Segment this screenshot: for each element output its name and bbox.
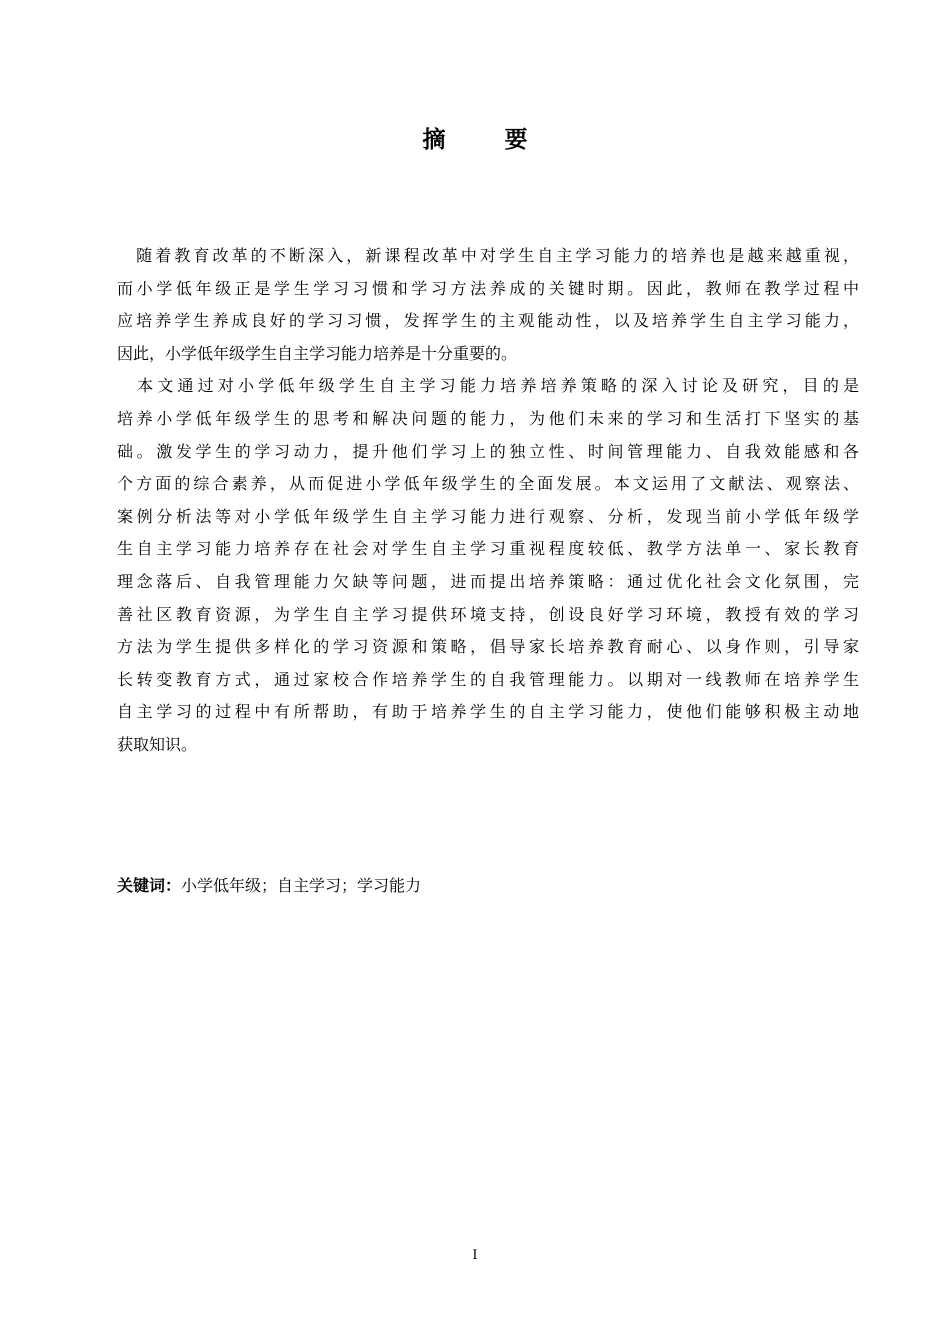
text-line: 个方面的综合素养，从而促进小学低年级学生的全面发展。本文运用了文献法、观察法、	[117, 474, 859, 494]
page-number: I	[472, 1248, 478, 1263]
text-line: 因此，小学低年级学生自主学习能力培养是十分重要的。	[117, 343, 518, 363]
text-line: 生自主学习能力培养存在社会对学生自主学习重视程度较低、教学方法单一、家长教育	[117, 539, 859, 559]
text-line: 善社区教育资源，为学生自主学习提供环境支持，创设良好学习环境，教授有效的学习	[117, 604, 859, 624]
text-line: 本文通过对小学低年级学生自主学习能力培养培养策略的深入讨论及研究，目的是	[117, 376, 859, 396]
text-line: 获取知识。	[117, 734, 198, 754]
paragraph-2	[117, 370, 859, 761]
keywords-label: 关键词：	[117, 876, 182, 895]
text-line: 培养小学低年级学生的思考和解决问题的能力，为他们未来的学习和生活打下坚实的基	[117, 408, 859, 428]
keywords-value: 小学低年级；自主学习；学习能力	[181, 876, 422, 895]
text-line: 方法为学生提供多样化的学习资源和策略，倡导家长培养教育耐心、以身作则，引导家	[117, 637, 859, 657]
text-line: 长转变教育方式，通过家校合作培养学生的自我管理能力。以期对一线教师在培养学生	[117, 669, 859, 689]
text-line: 案例分析法等对小学低年级学生自主学习能力进行观察、分析，发现当前小学低年级学	[117, 506, 859, 526]
keywords-line	[117, 872, 421, 900]
text-line: 础。激发学生的学习动力，提升他们学习上的独立性、时间管理能力、自我效能感和各	[117, 441, 859, 461]
text-line: 应培养学生养成良好的学习习惯，发挥学生的主观能动性，以及培养学生自主学习能力，	[117, 311, 859, 331]
text-line: 随着教育改革的不断深入，新课程改革中对学生自主学习能力的培养也是越来越重视，	[117, 246, 859, 265]
text-line: 而小学低年级正是学生学习习惯和学习方法养成的关键时期。因此，教师在教学过程中	[117, 278, 859, 298]
text-line: 自主学习的过程中有所帮助，有助于培养学生的自主学习能力，使他们能够积极主动地	[117, 702, 859, 722]
page-title: 摘 要	[422, 127, 546, 153]
abstract-body	[117, 240, 859, 762]
paragraph-1	[117, 240, 859, 370]
text-line: 理念落后、自我管理能力欠缺等问题，进而提出培养策略：通过优化社会文化氛围，完	[117, 571, 859, 591]
